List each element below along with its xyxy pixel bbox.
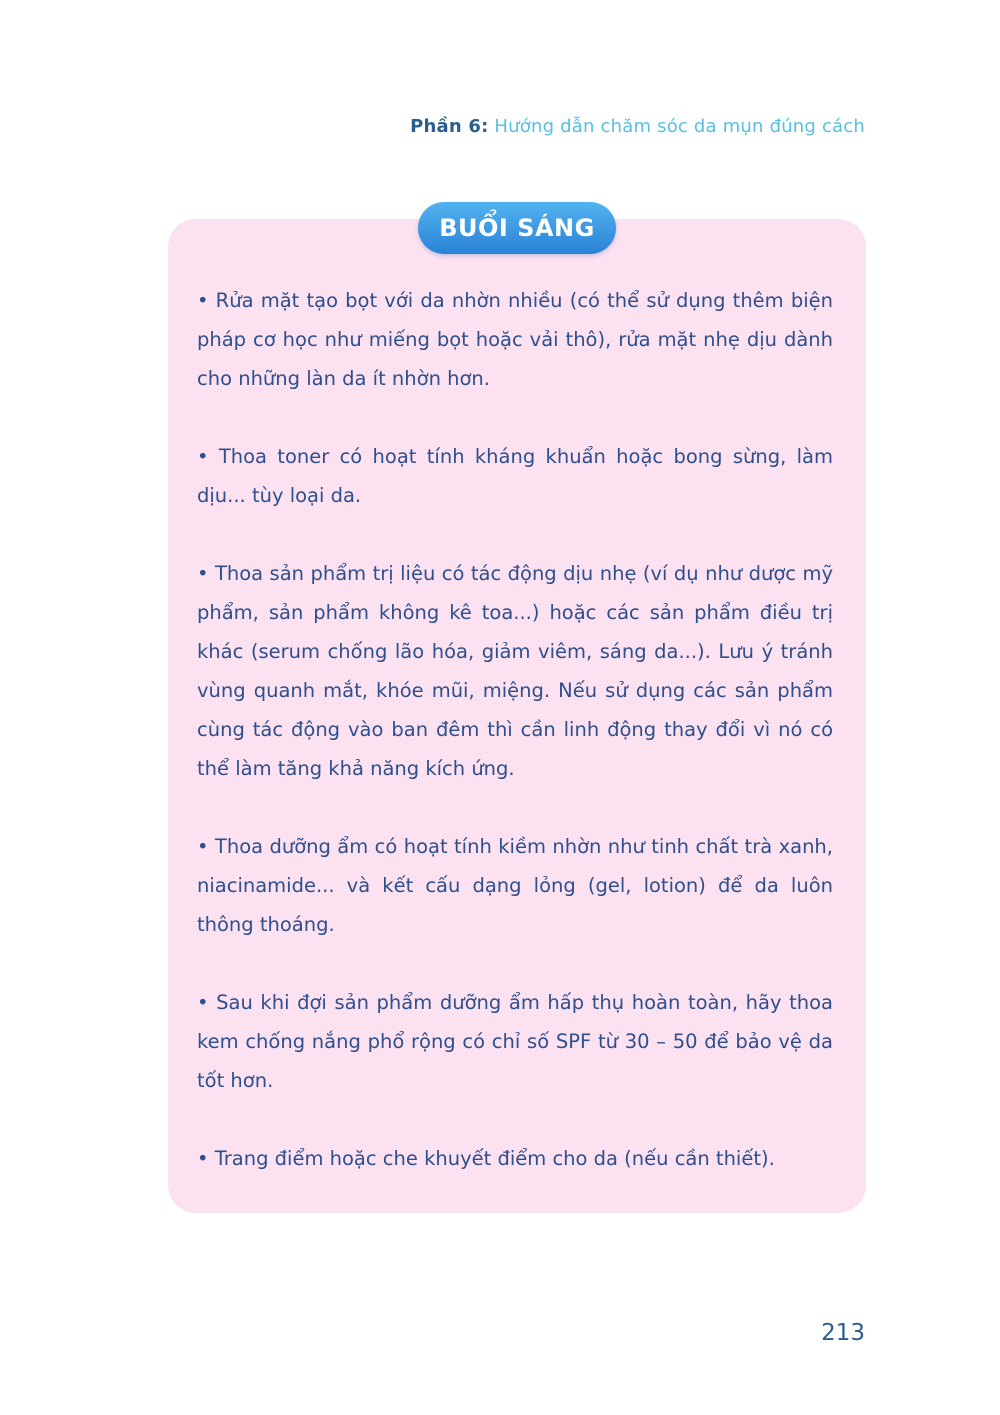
list-item: • Thoa toner có hoạt tính kháng khuẩn hoặc bong sừng, làm dịu... tùy loại da. xyxy=(197,445,833,507)
list-item: • Thoa dưỡng ẩm có hoạt tính kiềm nhờn như tinh chất trà xanh, niacinamide... và kết cấu dạng lỏng (gel, lotion) để da luôn thông thoáng. xyxy=(197,835,833,936)
list-item: • Sau khi đợi sản phẩm dưỡng ẩm hấp thụ hoàn toàn, hãy thoa kem chống nắng phổ rộng có chỉ số SPF từ 30 – 50 để bảo vệ da tốt hơn. xyxy=(197,991,833,1092)
list-item: • Thoa sản phẩm trị liệu có tác động dịu nhẹ (ví dụ như dược mỹ phẩm, sản phẩm không kê toa...) hoặc các sản phẩm điều trị khác (serum chống lão hóa, giảm viêm, sáng da...). Lưu ý tránh vùng quanh mắt, khóe mũi, miệng. Nếu sử dụng các sản phẩm cùng tác động vào ban đêm thì cần linh động thay đổi vì nó có thể làm tăng khả năng kích ứng. xyxy=(197,562,833,780)
list-item: • Rửa mặt tạo bọt với da nhờn nhiều (có thể sử dụng thêm biện pháp cơ học như miếng bọt hoặc vải thô), rửa mặt nhẹ dịu dành cho những làn da ít nhờn hơn. xyxy=(197,289,833,390)
card-title-badge: BUỔI SÁNG xyxy=(418,202,616,254)
part-label: Phần 6: xyxy=(410,116,489,137)
running-header xyxy=(410,116,865,137)
page-number: 213 xyxy=(821,1320,865,1346)
part-title: Hướng dẫn chăm sóc da mụn đúng cách xyxy=(494,116,865,137)
card-body xyxy=(197,281,833,1178)
list-item: • Trang điểm hoặc che khuyết điểm cho da (nếu cần thiết). xyxy=(197,1147,775,1170)
